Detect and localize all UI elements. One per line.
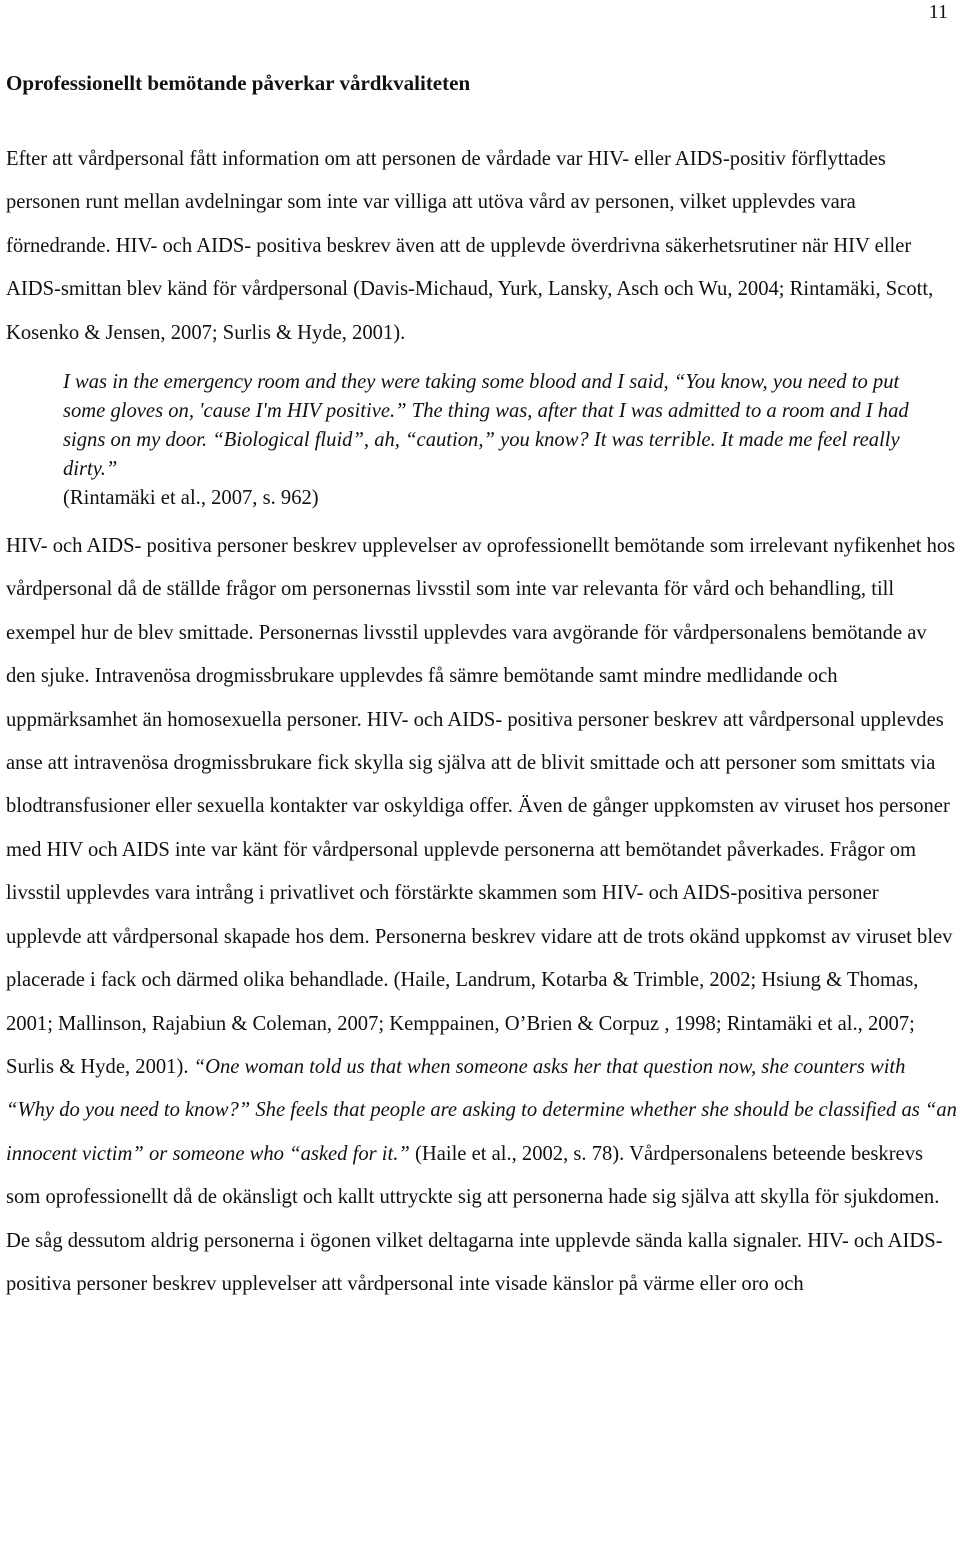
inline-quote-citation: (Haile et al., 2002, s. 78). [409, 1142, 625, 1165]
section-heading: Oprofessionellt bemötande påverkar vårdkvaliteten [6, 71, 471, 95]
document-body [6, 68, 958, 1306]
block-quote-citation: (Rintamäki et al., 2007, s. 962) [63, 487, 319, 510]
paragraph-main-continuation: Vårdpersonalens beteende beskrevs som oprofessionellt då de okänsligt och kallt uttryckte sig att personerna hade sig själva att skylla för sjukdomen. De såg dessutom aldrig personerna i ögonen vilket deltagarna inte upplevde sända kalla signaler. HIV- och AIDS- positiva personer beskrev upplevelser att vårdpersonal inte visade känslor på värme eller oro och [6, 1142, 943, 1295]
block-quote [63, 368, 943, 513]
page-number: 11 [928, 1, 948, 23]
inline-quote: “One woman told us that when someone asks her that question now, she counters with “Why do you need to know?” She feels that people are asking to determine whether she should be classified as “an innocent victim” or someone who “asked for it.” [6, 1055, 957, 1165]
paragraph-main-text: HIV- och AIDS- positiva personer beskrev upplevelser av oprofessionellt bemötande som irrelevant nyfikenhet hos vårdpersonal då de ställde frågor om personernas livsstil som inte var relevanta för vård och behandling, till exempel hur de blev smittade. Personernas livsstil upplevdes vara avgörande för vårdpersonalens bemötande av den sjuke. Intravenösa drogmissbrukare upplevdes få sämre bemötande samt mindre medlidande och uppmärksamhet än homosexuella personer. HIV- och AIDS- positiva personer beskrev att vårdpersonal upplevdes anse att intravenösa drogmissbrukare fick skylla sig själva att de blivit smittade och att personer som smittats via blodtransfusioner eller sexuella kontakter var oskyldiga offer. Även de gånger uppkomsten av viruset hos personer med HIV och AIDS inte var känt för vårdpersonal upplevde personerna att bemötandet påverkades. Frågor om livsstil upplevdes vara intrång i privatlivet och förstärkte skammen som HIV- och AIDS-positiva personer upplevde att vårdpersonal skapade hos dem. Personerna beskrev vidare att de trots okänd uppkomst av viruset blev placerade i fack och därmed olika behandlade. (Haile, Landrum, Kotarba & Trimble, 2002; Hsiung & Thomas, 2001; Mallinson, Rajabiun & Coleman, 2007; Kemppainen, O’Brien & Corpuz , 1998; Rintamäki et al., 2007; Surlis & Hyde, 2001). [6, 535, 956, 1078]
block-quote-text: I was in the emergency room and they were taking some blood and I said, “You know, you need to put some gloves on, 'cause I'm HIV positive.” The thing was, after that I was admitted to a room and I had signs on my door. “Biological fluid”, ah, “caution,” you know? It was terrible. It made me feel really dirty.” [63, 371, 909, 481]
paragraph-intro: Efter att vårdpersonal fått information om att personen de vårdade var HIV- eller AIDS-positiv förflyttades personen runt mellan avdelningar som inte var villiga att utöva vård av personen, vilket upplevdes vara förnedrande. HIV- och AIDS- positiva beskrev även att de upplevde överdrivna säkerhetsrutiner när HIV eller AIDS-smittan blev känd för vårdpersonal (Davis-Michaud, Yurk, Lansky, Asch och Wu, 2004; Rintamäki, Scott, Kosenko & Jensen, 2007; Surlis & Hyde, 2001). [6, 148, 934, 344]
paragraph-main [6, 525, 958, 1306]
